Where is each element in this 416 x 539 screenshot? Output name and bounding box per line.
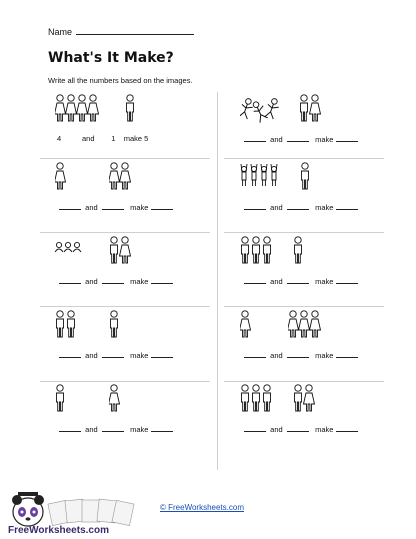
row-divider [40, 306, 210, 307]
group-b-figures [109, 310, 122, 340]
page-title: What's It Make? [48, 50, 174, 66]
answer-blank[interactable] [336, 202, 358, 210]
group-b-figures [125, 94, 138, 124]
row-divider [224, 306, 384, 307]
instructions: Write all the numbers based on the images. [48, 76, 193, 85]
row-divider [224, 381, 384, 382]
answer-blank[interactable] [336, 424, 358, 432]
and-word: and [270, 425, 283, 434]
group-a-figures [55, 236, 85, 266]
answer-blank[interactable] [244, 202, 266, 210]
group-b-figures [288, 310, 323, 340]
group-b-figures [109, 162, 133, 192]
group-b-figures [299, 94, 323, 124]
answer-blank[interactable] [151, 276, 173, 284]
make-word: make [123, 134, 143, 143]
and-word: and [85, 351, 98, 360]
group-b-figures [109, 384, 122, 414]
group-a-figures [240, 94, 281, 124]
answer-line [57, 134, 148, 143]
column-divider [217, 92, 218, 470]
row-divider [40, 381, 210, 382]
answer-blank[interactable] [151, 202, 173, 210]
answer-blank[interactable] [151, 350, 173, 358]
group-a-figures [55, 310, 79, 340]
name-label: Name [48, 27, 73, 37]
footer-link[interactable]: © FreeWorksheets.com [160, 503, 244, 512]
answer-line [244, 276, 358, 286]
answer-blank[interactable] [244, 350, 266, 358]
answer-blank[interactable] [102, 350, 124, 358]
answer-blank[interactable] [102, 202, 124, 210]
answer-line [59, 276, 173, 286]
group-b-figures [293, 384, 317, 414]
answer-blank[interactable] [151, 424, 173, 432]
make-word: make [315, 425, 334, 434]
group-a-figures [240, 236, 275, 266]
answer-blank[interactable] [244, 424, 266, 432]
make-word: make [315, 135, 334, 144]
make-word: make [315, 351, 334, 360]
answer-line [244, 134, 358, 144]
example-first: 4 [57, 134, 62, 143]
and-word: and [270, 351, 283, 360]
and-word: and [85, 425, 98, 434]
make-word: make [130, 351, 149, 360]
make-word: make [130, 277, 149, 286]
group-a-figures [55, 94, 101, 124]
example-result: 5 [144, 134, 149, 143]
and-word: and [85, 203, 98, 212]
and-word: and [270, 135, 283, 144]
group-a-figures [55, 162, 68, 192]
group-b-figures [300, 162, 313, 192]
make-word: make [315, 203, 334, 212]
answer-blank[interactable] [59, 276, 81, 284]
make-word: make [130, 425, 149, 434]
group-b-figures [109, 236, 133, 266]
group-a-figures [55, 384, 68, 414]
and-word: and [270, 277, 283, 286]
row-divider [40, 158, 210, 159]
answer-line [244, 350, 358, 360]
worksheet-stack-icon [48, 499, 134, 526]
answer-line [244, 424, 358, 434]
row-divider [40, 232, 210, 233]
answer-blank[interactable] [336, 350, 358, 358]
answer-blank[interactable] [59, 350, 81, 358]
group-a-figures [240, 384, 275, 414]
answer-blank[interactable] [102, 276, 124, 284]
row-divider [224, 158, 384, 159]
and-word: and [270, 203, 283, 212]
and-word: and [82, 134, 95, 143]
group-b-figures [293, 236, 306, 266]
answer-line [244, 202, 358, 212]
answer-blank[interactable] [287, 350, 309, 358]
row-divider [224, 232, 384, 233]
answer-blank[interactable] [287, 276, 309, 284]
answer-blank[interactable] [287, 202, 309, 210]
answer-blank[interactable] [59, 202, 81, 210]
name-line [48, 26, 194, 37]
group-a-figures [240, 162, 282, 192]
make-word: make [130, 203, 149, 212]
answer-line [59, 424, 173, 434]
answer-blank[interactable] [102, 424, 124, 432]
answer-blank[interactable] [336, 276, 358, 284]
name-blank [76, 26, 194, 35]
make-word: make [315, 277, 334, 286]
and-word: and [85, 277, 98, 286]
answer-line [59, 350, 173, 360]
answer-blank[interactable] [287, 424, 309, 432]
answer-blank[interactable] [244, 134, 266, 142]
logo-text: FreeWorksheets.com [8, 525, 109, 536]
answer-blank[interactable] [287, 134, 309, 142]
group-a-figures [240, 310, 253, 340]
answer-blank[interactable] [59, 424, 81, 432]
answer-blank[interactable] [336, 134, 358, 142]
answer-line [59, 202, 173, 212]
answer-blank[interactable] [244, 276, 266, 284]
example-second: 1 [111, 134, 116, 143]
